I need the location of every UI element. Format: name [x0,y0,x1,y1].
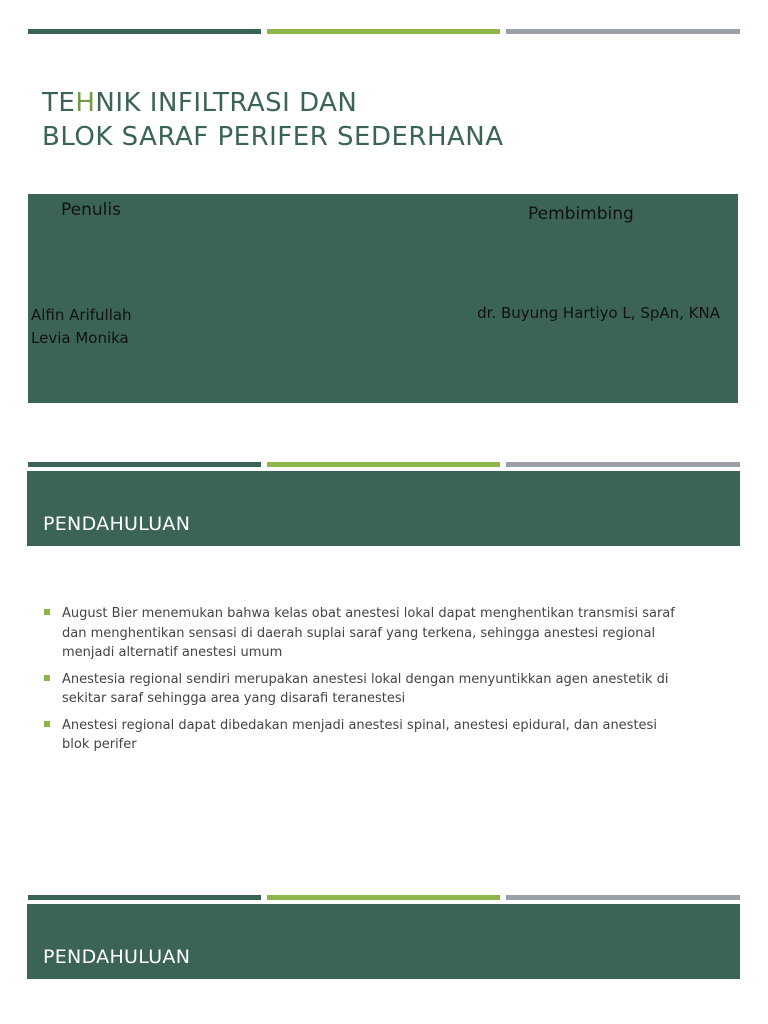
author-name: Levia Monika [31,329,129,347]
advisor-name: dr. Buyung Hartiyo L, SpAn, KNA [477,304,720,322]
list-item: August Bier menemukan bahwa kelas obat anestesi lokal dapat menghentikan transmisi saraf dan menghentikan sensasi di daerah suplai saraf yang terkena, sehingga anestesi regional menjadi alternatif anestesi umum [44,604,684,663]
penulis-label: Penulis [61,200,121,220]
list-item: Anestesia regional sendiri merupakan anestesi lokal dengan menyuntikkan agen anestetik di sekitar saraf sehingga area yang disarafi teranestesi [44,670,684,709]
accent-bar-dark-green [28,895,261,900]
title-line-2: BLOK SARAF PERIFER SEDERHANA [42,122,504,152]
bullet-square-icon [44,675,50,681]
pembimbing-label: Pembimbing [528,204,634,224]
section-header-title: PENDAHULUAN [43,946,191,968]
bullet-square-icon [44,721,50,727]
title-line-1: TEHNIK INFILTRASI DAN [42,88,358,118]
author-name: Alfin Arifullah [31,306,132,324]
accent-bar-light-green [267,462,500,467]
section-header [27,471,740,546]
accent-bar-dark-green [28,462,261,467]
author-box [28,194,738,403]
section-header [27,904,740,979]
slide-title [42,86,742,154]
bullet-square-icon [44,609,50,615]
author-names [31,304,132,350]
top-accent-bar [28,29,740,34]
section-header-title: PENDAHULUAN [43,513,191,535]
bullet-list [44,604,684,762]
accent-bar-dark-green [28,29,261,34]
accent-bar-light-green [267,895,500,900]
section-accent-bar [28,895,740,900]
accent-bar-gray [506,29,740,34]
list-item: Anestesi regional dapat dibedakan menjadi anestesi spinal, anestesi epidural, dan anestesi blok perifer [44,716,684,755]
accent-bar-light-green [267,29,500,34]
accent-bar-gray [506,462,740,467]
section-accent-bar [28,462,740,467]
accent-bar-gray [506,895,740,900]
